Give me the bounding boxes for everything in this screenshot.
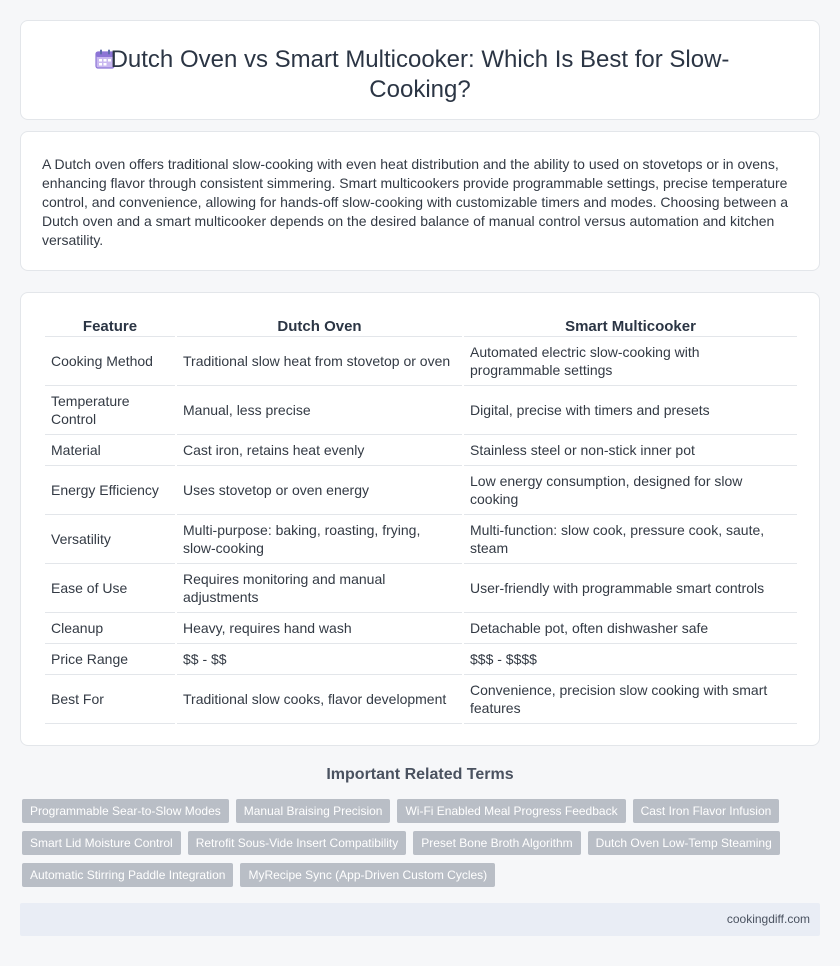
intro-paragraph: A Dutch oven offers traditional slow-cooking with even heat distribution and the ability to used on stovetops or in ovens, enhancing flavor through consistent simmering. Smart multicookers provide programmable settings, precise temperature control, and convenience, allowing for hands-off slow-cooking with customizable timers and modes. Choosing between a Dutch oven and a smart multicooker depends on the desired balance of manual control versus automation and kitchen versatility. (42, 156, 789, 248)
comparison-table (43, 317, 799, 724)
table-row (45, 466, 797, 515)
page-title: Dutch Oven vs Smart Multicooker: Which Is Best for Slow-Cooking? (110, 46, 730, 103)
title-card (20, 20, 820, 120)
related-term-tag[interactable]: Dutch Oven Low-Temp Steaming (588, 831, 780, 855)
cell-feature: Ease of Use (45, 564, 175, 613)
cell-smart-multicooker: Stainless steel or non-stick inner pot (464, 435, 797, 466)
cell-feature: Cleanup (45, 613, 175, 644)
header-feature: Feature (45, 317, 175, 337)
related-term-tag[interactable]: Manual Braising Precision (236, 799, 391, 823)
table-row (45, 386, 797, 435)
cell-feature: Material (45, 435, 175, 466)
related-term-tag[interactable]: Wi-Fi Enabled Meal Progress Feedback (397, 799, 625, 823)
related-terms-heading: Important Related Terms (326, 766, 514, 783)
header-smart-multicooker: Smart Multicooker (464, 317, 797, 337)
cell-dutch-oven: Traditional slow heat from stovetop or oven (177, 337, 462, 386)
table-row (45, 564, 797, 613)
related-term-tag[interactable]: Automatic Stirring Paddle Integration (22, 863, 233, 887)
table-row (45, 613, 797, 644)
cell-feature: Energy Efficiency (45, 466, 175, 515)
cell-smart-multicooker: Automated electric slow-cooking with programmable settings (464, 337, 797, 386)
cell-dutch-oven: Traditional slow cooks, flavor development (177, 675, 462, 724)
cell-feature: Best For (45, 675, 175, 724)
related-terms-list (22, 799, 812, 887)
cell-smart-multicooker: Digital, precise with timers and presets (464, 386, 797, 435)
cell-smart-multicooker: Convenience, precision slow cooking with smart features (464, 675, 797, 724)
footer (20, 903, 820, 936)
table-row (45, 515, 797, 564)
related-term-tag[interactable]: Preset Bone Broth Algorithm (413, 831, 580, 855)
table-row (45, 337, 797, 386)
related-term-tag[interactable]: Retrofit Sous-Vide Insert Compatibility (188, 831, 407, 855)
cell-smart-multicooker: Multi-function: slow cook, pressure cook, saute, steam (464, 515, 797, 564)
cell-feature: Versatility (45, 515, 175, 564)
intro-card (20, 131, 820, 271)
cell-dutch-oven: Uses stovetop or oven energy (177, 466, 462, 515)
cell-dutch-oven: Manual, less precise (177, 386, 462, 435)
cell-smart-multicooker: User-friendly with programmable smart controls (464, 564, 797, 613)
cell-dutch-oven: Heavy, requires hand wash (177, 613, 462, 644)
cell-feature: Temperature Control (45, 386, 175, 435)
cell-dutch-oven: Requires monitoring and manual adjustments (177, 564, 462, 613)
cell-dutch-oven: Cast iron, retains heat evenly (177, 435, 462, 466)
related-term-tag[interactable]: Smart Lid Moisture Control (22, 831, 181, 855)
header-dutch-oven: Dutch Oven (177, 317, 462, 337)
related-term-tag[interactable]: Cast Iron Flavor Infusion (633, 799, 780, 823)
cell-smart-multicooker: Detachable pot, often dishwasher safe (464, 613, 797, 644)
table-row (45, 675, 797, 724)
related-term-tag[interactable]: Programmable Sear-to-Slow Modes (22, 799, 229, 823)
comparison-card (20, 292, 820, 746)
cell-feature: Price Range (45, 644, 175, 675)
table-header-row (45, 317, 797, 337)
cell-smart-multicooker: Low energy consumption, designed for slow cooking (464, 466, 797, 515)
table-row (45, 435, 797, 466)
cell-dutch-oven: $$ - $$ (177, 644, 462, 675)
cell-feature: Cooking Method (45, 337, 175, 386)
cell-dutch-oven: Multi-purpose: baking, roasting, frying, slow-cooking (177, 515, 462, 564)
table-row (45, 644, 797, 675)
related-term-tag[interactable]: MyRecipe Sync (App-Driven Custom Cycles) (240, 863, 495, 887)
footer-site-link[interactable]: cookingdiff.com (726, 912, 810, 926)
cell-smart-multicooker: $$$ - $$$$ (464, 644, 797, 675)
